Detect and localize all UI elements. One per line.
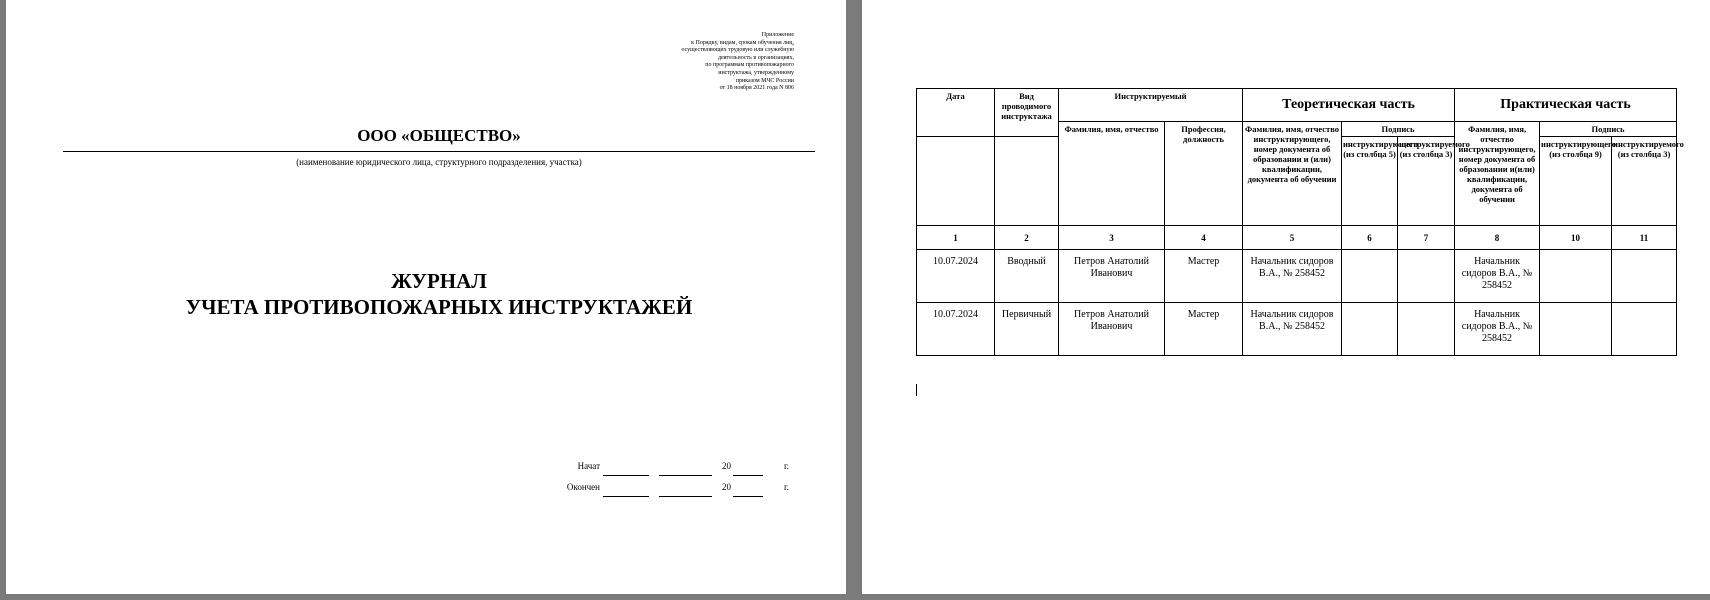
appendix-line: от 18 ноября 2021 года N 806: [719, 85, 794, 92]
header-instructor-theory: Фамилия, имя, отчество инструктирующего, номер документа об образовании и (или) квалификации, документа об обучении: [1243, 122, 1342, 226]
cell-instructor-theory[interactable]: Начальник сидоров В.А., № 258452: [1243, 250, 1342, 303]
column-number: 4: [1165, 226, 1243, 250]
cell-fio[interactable]: Петров Анатолий Иванович: [1059, 250, 1165, 303]
header-instructed: Инструктируемый: [1059, 89, 1243, 122]
appendix-line: приказом МЧС России: [735, 77, 794, 84]
header-profession: Профессия, должность: [1165, 122, 1243, 226]
cell-instructor-practice[interactable]: Начальник сидоров В.А., № 258452: [1455, 303, 1540, 356]
header-date: Дата: [917, 89, 995, 137]
instruction-journal-table: [916, 88, 1684, 356]
cell-date[interactable]: 10.07.2024: [917, 303, 995, 356]
header-signature-theory: Подпись: [1342, 122, 1455, 137]
header-instruction-type: Вид проводимого инструктажа: [995, 89, 1059, 137]
table-row: [917, 303, 1677, 356]
ended-label: Окончен: [566, 482, 600, 492]
started-year-blank[interactable]: [733, 475, 763, 476]
started-year-suffix: г.: [784, 461, 789, 471]
column-number: 6: [1342, 226, 1398, 250]
column-number-row: [917, 226, 1677, 250]
cell-fio[interactable]: Петров Анатолий Иванович: [1059, 303, 1165, 356]
header-fio: Фамилия, имя, отчество: [1059, 122, 1165, 226]
column-number: 8: [1455, 226, 1540, 250]
column-number: 1: [917, 226, 995, 250]
started-day-blank[interactable]: [603, 475, 649, 476]
started-month-blank[interactable]: [659, 475, 712, 476]
header-practice-part: Практическая часть: [1455, 89, 1677, 122]
appendix-line: деятельность в организациях,: [718, 54, 794, 61]
cell-sig-instructor-practice[interactable]: [1540, 250, 1612, 303]
header-instructor-practice: Фамилия, имя, отчество инструктирующего, номер документа об образовании и(или) квалификации, документа об обучении: [1455, 122, 1540, 226]
appendix-line: по программам противопожарного: [705, 62, 794, 69]
appendix-line: к Порядку, видам, срокам обучения лиц,: [691, 39, 794, 46]
started-label: Начат: [577, 461, 600, 471]
header-date-cont: [917, 137, 995, 226]
header-type-cont: [995, 137, 1059, 226]
cell-sig-instructed-theory[interactable]: [1398, 250, 1455, 303]
ended-year-prefix: 20: [722, 482, 731, 492]
cell-date[interactable]: 10.07.2024: [917, 250, 995, 303]
header-sig-instructor-practice: инструктирующего (из столбца 9): [1540, 137, 1612, 226]
cell-type[interactable]: Первичный: [995, 303, 1059, 356]
ended-year-suffix: г.: [784, 482, 789, 492]
document-page-cover: [6, 0, 846, 594]
title-line-2: УЧЕТА ПРОТИВОПОЖАРНЫХ ИНСТРУКТАЖЕЙ: [185, 295, 693, 319]
title-line-1: ЖУРНАЛ: [391, 269, 487, 293]
cell-profession[interactable]: Мастер: [1165, 303, 1243, 356]
column-number: 7: [1398, 226, 1455, 250]
ended-year-blank[interactable]: [733, 496, 763, 497]
cell-sig-instructor-theory[interactable]: [1342, 250, 1398, 303]
cell-sig-instructed-theory[interactable]: [1398, 303, 1455, 356]
ended-month-blank[interactable]: [659, 496, 712, 497]
cell-profession[interactable]: Мастер: [1165, 250, 1243, 303]
appendix-line: инструктажа, утвержденному: [718, 69, 794, 76]
cell-sig-instructor-practice[interactable]: [1540, 303, 1612, 356]
appendix-line: осуществляющих трудовую или служебную: [681, 47, 794, 54]
cell-sig-instructed-practice[interactable]: [1612, 250, 1677, 303]
journal-dates: [6, 0, 846, 594]
column-number: 5: [1243, 226, 1342, 250]
header-signature-practice: Подпись: [1540, 122, 1677, 137]
cell-type[interactable]: Вводный: [995, 250, 1059, 303]
table-row: [917, 250, 1677, 303]
text-cursor: [916, 384, 917, 396]
cell-sig-instructed-practice[interactable]: [1612, 303, 1677, 356]
column-number: 3: [1059, 226, 1165, 250]
column-number: 10: [1540, 226, 1612, 250]
document-page-journal-table: [862, 0, 1710, 594]
header-theory-part: Теоретическая часть: [1243, 89, 1455, 122]
column-number: 11: [1612, 226, 1677, 250]
organization-hint: (наименование юридического лица, структурного подразделения, участка): [296, 157, 582, 167]
started-year-prefix: 20: [722, 461, 731, 471]
cell-instructor-theory[interactable]: Начальник сидоров В.А., № 258452: [1243, 303, 1342, 356]
appendix-line: Приложение: [761, 32, 794, 38]
header-sig-instructed-theory: инструктируемого (из столбца 3): [1398, 137, 1455, 226]
header-sig-instructed-practice: инструктируемого (из столбца 3): [1612, 137, 1677, 226]
cell-sig-instructor-theory[interactable]: [1342, 303, 1398, 356]
column-number: 2: [995, 226, 1059, 250]
ended-day-blank[interactable]: [603, 496, 649, 497]
header-sig-instructor-theory: инструктирующего (из столбца 5): [1342, 137, 1398, 226]
organization-name[interactable]: ООО «ОБЩЕСТВО»: [357, 126, 521, 145]
cell-instructor-practice[interactable]: Начальник сидоров В.А., № 258452: [1455, 250, 1540, 303]
